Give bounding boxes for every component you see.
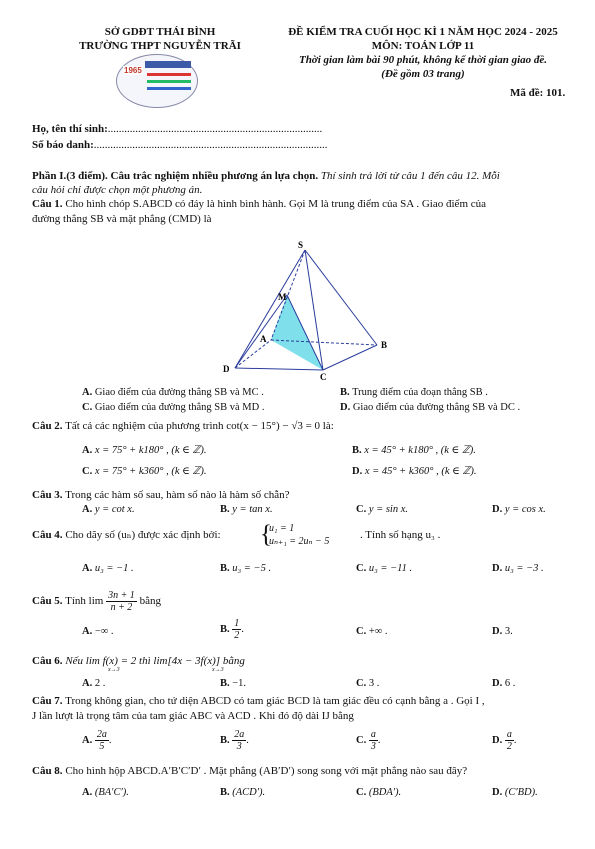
q5-option-a[interactable]: A. −∞ . xyxy=(82,626,114,637)
q6-option-c[interactable]: C. 3 . xyxy=(356,678,380,689)
q4-option-c[interactable]: C. u₃ = −11 . xyxy=(356,563,413,574)
q6-option-a[interactable]: A. 2 . xyxy=(82,678,106,689)
logo-year: 1965 xyxy=(124,66,142,75)
q4-option-a[interactable]: A. u₃ = −1 . xyxy=(82,563,134,574)
q6-option-b[interactable]: B. −1. xyxy=(220,678,247,689)
q1-option-a[interactable]: A. Giao điểm của đường thẳng SB và MC . xyxy=(82,387,264,398)
student-id-label: Số báo danh: xyxy=(32,139,94,151)
q1-option-c[interactable]: C. Giao điểm của đường thẳng SB và MD . xyxy=(82,402,265,413)
q2-option-d[interactable]: D. x = 45° + k360° , (k ∈ ℤ). xyxy=(352,466,477,477)
label-B: B xyxy=(381,340,388,350)
pyramid-figure xyxy=(220,238,400,383)
part1-instruction: Thí sinh trả lời từ câu 1 đến câu 12. Mỗi xyxy=(318,170,500,182)
time-note: Thời gian làm bài 90 phút, không kể thời gian giao đề. xyxy=(298,54,548,66)
student-id-row xyxy=(32,139,328,151)
student-name-field[interactable]: .............................................................................. xyxy=(107,123,323,135)
subject: MÔN: TOÁN LỚP 11 xyxy=(371,40,475,52)
q2-option-a[interactable]: A. x = 75° + k180° , (k ∈ ℤ). xyxy=(82,445,207,456)
pages-note: (Đề gồm 03 trang) xyxy=(381,68,465,80)
exam-title: ĐỀ KIỂM TRA CUỐI HỌC KÌ 1 NĂM HỌC 2024 - 2025 xyxy=(288,26,558,38)
student-id-field[interactable]: ..................................................................................... xyxy=(93,139,328,151)
q6-limit-sub-2: x→3 xyxy=(212,667,224,673)
q3-option-c[interactable]: C. y = sin x. xyxy=(356,504,409,515)
q1-text: Cho hình chóp S.ABCD có đáy là hình bình hành. Gọi M là trung điểm của SA . Giao điểm của xyxy=(62,198,487,210)
part1-title xyxy=(32,170,500,183)
q8-option-c[interactable]: C. (BDA′). xyxy=(356,787,402,798)
part1-heading: Phần I.(3 điểm). Câu trắc nghiệm nhiều phương án lựa chọn. xyxy=(32,170,319,182)
q6-option-d[interactable]: D. 6 . xyxy=(492,678,516,689)
q4-tail: . Tính số hạng u₃ . xyxy=(360,529,441,541)
student-name-row xyxy=(32,123,322,135)
label-C: C xyxy=(320,372,327,382)
q4-system-line-1: u₁ = 1 xyxy=(269,523,295,534)
question-3: Câu 3. Trong các hàm số sau, hàm số nào là hàm số chẵn? xyxy=(32,489,290,501)
q4-option-b[interactable]: B. u₃ = −5 . xyxy=(220,563,272,574)
q4-system-line-2: uₙ₊₁ = 2uₙ − 5 xyxy=(269,536,330,547)
label-M: M xyxy=(278,292,287,302)
q7-option-c[interactable]: C. $\frac{a}{3}$ . xyxy=(356,729,381,752)
question-1-line2: đường thẳng SB và mặt phẳng (CMD) là xyxy=(32,213,212,225)
question-7: Câu 7. Trong không gian, cho tứ diện ABCD có tam giác BCD là tam giác đều có cạnh bằng a . Gọi I , xyxy=(32,695,485,707)
student-name-label: Họ, tên thí sinh: xyxy=(32,123,108,135)
question-4: Câu 4. Cho dãy số (uₙ) được xác định bởi: xyxy=(32,529,221,541)
q8-option-b[interactable]: B. (ACD′). xyxy=(220,787,266,798)
q8-option-d[interactable]: D. (C′BD). xyxy=(492,787,538,798)
dept-name: SỞ GDĐT THÁI BÌNH xyxy=(104,26,216,38)
q5-option-d[interactable]: D. 3. xyxy=(492,626,513,637)
q5-option-c[interactable]: C. +∞ . xyxy=(356,626,388,637)
exam-code: Mã đề: 101. xyxy=(510,87,566,99)
q5-fraction: $\frac{3n + 1}{n + 2}$ xyxy=(108,590,135,613)
question-6: Câu 6. Nếu lim f(x) = 2 thì lim[4x − 3f(x)] bằng xyxy=(32,655,245,667)
question-1 xyxy=(32,198,486,211)
question-5: Câu 5. Tính lim $\frac{3n + 1}{n + 2}$ bằng xyxy=(32,590,161,613)
q3-option-b[interactable]: B. y = tan x. xyxy=(220,504,273,515)
q7-option-b[interactable]: B. $\frac{2a}{3}$ . xyxy=(220,729,249,752)
question-2: Câu 2. Tất cả các nghiệm của phương trình cot(x − 15°) − √3 = 0 là: xyxy=(32,420,334,432)
q7-option-d[interactable]: D. $\frac{a}{2}$ . xyxy=(492,729,517,752)
school-logo xyxy=(116,54,198,108)
q3-option-d[interactable]: D. y = cos x. xyxy=(492,504,546,515)
q1-option-b[interactable]: B. Trung điểm của đoạn thẳng SB . xyxy=(340,387,488,398)
q6-limit-sub-1: x→3 xyxy=(108,667,120,673)
question-8: Câu 8. Cho hình hộp ABCD.A′B′C′D′ . Mặt phẳng (AB′D′) song song với mặt phẳng nào sau đây? xyxy=(32,765,468,777)
q1-option-d[interactable]: D. Giao điểm của đường thẳng SB và DC . xyxy=(340,402,521,413)
q8-option-a[interactable]: A. (BA′C′). xyxy=(82,787,129,798)
part1-instruction-2: câu hỏi chỉ được chọn một phương án. xyxy=(32,184,203,196)
question-7-line2: J lần lượt là trọng tâm của tam giác ABC và ACD . Khi đó độ dài IJ bằng xyxy=(32,710,354,722)
school-name: TRƯỜNG THPT NGUYỄN TRÃI xyxy=(79,40,241,52)
q4-system: { u₁ = 1 uₙ₊₁ = 2uₙ − 5 xyxy=(260,521,330,548)
q7-option-a[interactable]: A. $\frac{2a}{5}$ . xyxy=(82,729,112,752)
q1-label: Câu 1. xyxy=(32,198,63,210)
label-A: A xyxy=(260,334,267,344)
label-S: S xyxy=(298,240,304,250)
q2-option-b[interactable]: B. x = 45° + k180° , (k ∈ ℤ). xyxy=(352,445,476,456)
q4-option-d[interactable]: D. u₃ = −3 . xyxy=(492,563,544,574)
label-D: D xyxy=(223,364,230,374)
q3-option-a[interactable]: A. y = cot x. xyxy=(82,504,135,515)
q5-option-b[interactable]: B. $\frac{1}{2}$ . xyxy=(220,618,244,641)
q2-option-c[interactable]: C. x = 75° + k360° , (k ∈ ℤ). xyxy=(82,466,207,477)
